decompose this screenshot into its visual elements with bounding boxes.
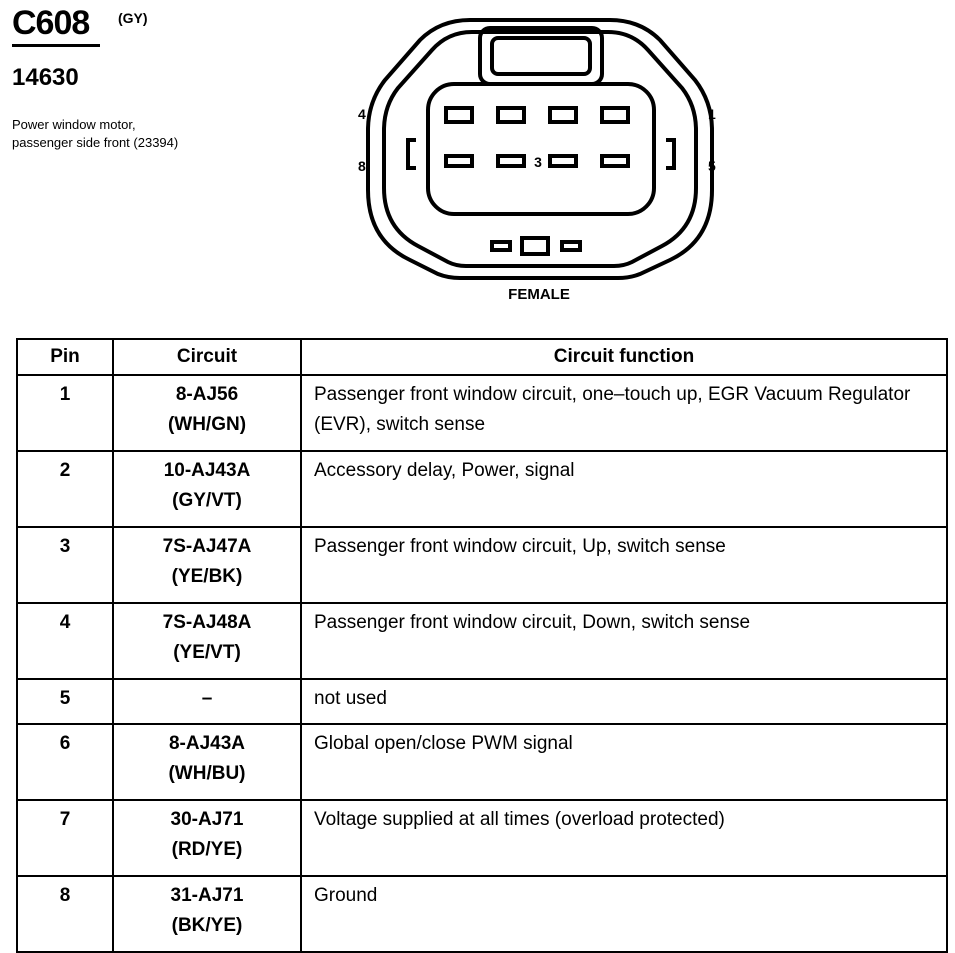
circuit-color: (BK/YE) [171, 915, 243, 936]
circuit-color: (WH/GN) [167, 414, 247, 435]
table-row [17, 603, 947, 679]
table-row [17, 679, 947, 724]
pin-number: 1 [17, 375, 113, 451]
table-row [17, 375, 947, 451]
bottom-cavity-left [492, 242, 510, 250]
circuit-function: Passenger front window circuit, Up, switch sense [301, 527, 947, 603]
pin-cavity-frame [428, 84, 654, 214]
circuit-function: Voltage supplied at all times (overload protected) [301, 800, 947, 876]
bottom-cavity-center [522, 238, 548, 254]
circuit-code: 7S-AJ47A [162, 536, 252, 557]
pin-2-cavity [550, 108, 576, 122]
circuit-code: 30-AJ71 [170, 809, 244, 830]
column-header-pin: Pin [17, 339, 113, 375]
side-key-left [408, 140, 416, 168]
table-row [17, 876, 947, 952]
table-header-row [17, 339, 947, 375]
pin-number: 3 [17, 527, 113, 603]
circuit-function: not used [301, 679, 947, 724]
table-row [17, 527, 947, 603]
circuit-cell [113, 527, 301, 603]
pin-4-cavity [446, 108, 472, 122]
circuit-cell [113, 603, 301, 679]
circuit-function: Passenger front window circuit, Down, switch sense [301, 603, 947, 679]
pin-6-cavity [550, 156, 576, 166]
part-number: 14630 [12, 64, 79, 91]
pin-1-cavity [602, 108, 628, 122]
circuit-color: (YE/BK) [171, 566, 243, 587]
circuit-cell [113, 375, 301, 451]
pin-3-upper-cavity [498, 108, 524, 122]
connector-description: Power window motor, passenger side front (23394) [12, 117, 179, 150]
circuit-cell [113, 679, 301, 724]
circuit-code: 10-AJ43A [163, 460, 251, 481]
pin-label-bottom-left: 8 [358, 158, 366, 174]
table-row [17, 724, 947, 800]
circuit-code: 8-AJ56 [175, 384, 239, 405]
pin-table [16, 338, 948, 953]
circuit-color: (WH/BU) [168, 763, 246, 784]
circuit-color: (GY/VT) [172, 490, 242, 511]
circuit-color: (RD/YE) [171, 839, 243, 860]
circuit-cell [113, 800, 301, 876]
connector-gender: FEMALE [508, 286, 570, 303]
locking-tab-inner [492, 38, 590, 74]
pin-7-cavity [498, 156, 524, 166]
circuit-color: (YE/VT) [173, 642, 241, 663]
connector-inner-shell [384, 32, 696, 266]
pin-8-cavity [446, 156, 472, 166]
column-header-circuit: Circuit [113, 339, 301, 375]
pin-label-top-right: 1 [708, 106, 716, 122]
circuit-function: Global open/close PWM signal [301, 724, 947, 800]
connector-face-diagram [340, 12, 760, 282]
column-header-function: Circuit function [301, 339, 947, 375]
circuit-code: 31-AJ71 [170, 885, 244, 906]
pin-label-bottom-right: 5 [708, 158, 716, 174]
circuit-code: 7S-AJ48A [162, 612, 252, 633]
pin-number: 8 [17, 876, 113, 952]
pin-number: 5 [17, 679, 113, 724]
circuit-cell [113, 451, 301, 527]
circuit-function: Accessory delay, Power, signal [301, 451, 947, 527]
pin-number: 2 [17, 451, 113, 527]
pin-number: 7 [17, 800, 113, 876]
circuit-function: Ground [301, 876, 947, 952]
pin-number: 6 [17, 724, 113, 800]
connector-id: C608 [12, 4, 90, 42]
pin-number: 4 [17, 603, 113, 679]
side-key-right [666, 140, 674, 168]
table-row [17, 451, 947, 527]
pin-5-cavity [602, 156, 628, 166]
connector-id-underline [12, 44, 100, 47]
pin-label-top-left: 4 [358, 106, 366, 122]
bottom-cavity-right [562, 242, 580, 250]
connector-color: (GY) [118, 10, 148, 26]
table-row [17, 800, 947, 876]
circuit-code: 8-AJ43A [168, 733, 246, 754]
pin-label-center: 3 [534, 154, 542, 170]
circuit-cell [113, 724, 301, 800]
circuit-cell [113, 876, 301, 952]
circuit-function: Passenger front window circuit, one–touch up, EGR Vacuum Regulator (EVR), switch sense [301, 375, 947, 451]
circuit-code: – [201, 688, 213, 709]
